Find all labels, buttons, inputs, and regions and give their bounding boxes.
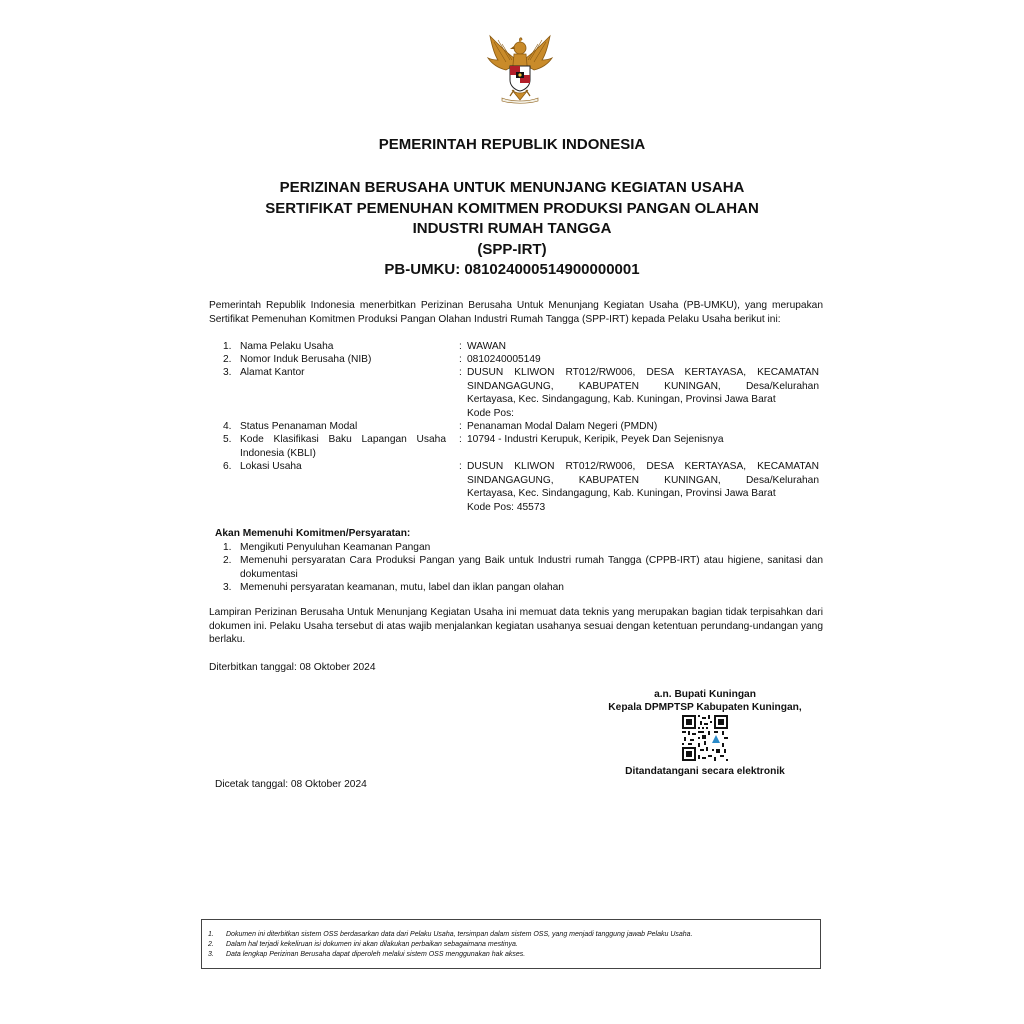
government-heading: PEMERINTAH REPUBLIK INDONESIA xyxy=(378,136,646,153)
commitment-number: 2. xyxy=(223,555,232,566)
title-line: (SPP-IRT) xyxy=(477,240,547,258)
qr-code-icon xyxy=(682,715,728,761)
address-line: DUSUN KLIWON RT012/RW006, DESA KERTAYASA, KECAMATAN xyxy=(467,461,819,472)
electronic-signature-note: Ditandatangani secara elektronik xyxy=(625,766,785,777)
address-line: SINDANGAGUNG, KABUPATEN KUNINGAN, Desa/Kelurahan xyxy=(467,474,819,486)
address-line: Kertayasa, Kec. Sindangagung, Kab. Kuningan, Provinsi Jawa Barat xyxy=(467,488,776,499)
address-line: Kertayasa, Kec. Sindangagung, Kab. Kuningan, Provinsi Jawa Barat xyxy=(467,394,776,405)
detail-value: 10794 - Industri Kerupuk, Keripik, Peyek Dan Sejenisnya xyxy=(467,434,724,445)
certificate-title xyxy=(0,178,1024,281)
footnote-text: Dalam hal terjadi kekeliruan isi dokumen ini akan dilakukan perbaikan sebagaimana mestinya. xyxy=(226,941,518,948)
detail-number: 6. xyxy=(223,461,232,472)
detail-number: 4. xyxy=(223,421,232,432)
address-line: Kode Pos: 45573 xyxy=(467,501,546,513)
footnote-number: 2. xyxy=(208,941,214,948)
detail-value: WAWAN xyxy=(467,341,507,352)
detail-number: 1. xyxy=(223,341,232,352)
footnotes-box xyxy=(201,919,821,969)
issued-date: Diterbitkan tanggal: 08 Oktober 2024 xyxy=(209,662,376,673)
commitment-text: Memenuhi persyaratan keamanan, mutu, label dan iklan pangan olahan xyxy=(240,582,564,593)
garuda-emblem-icon xyxy=(482,32,558,104)
commitment-text: Memenuhi persyaratan Cara Produksi Pangan yang Baik untuk Industri rumah Tangga (CPPB-IRT) atau higiene, sanitasi dan dokumentasi xyxy=(240,555,823,580)
detail-number: 3. xyxy=(223,367,232,378)
signatory-office: Kepala DPMPTSP Kabupaten Kuningan, xyxy=(608,702,802,713)
title-line: PERIZINAN BERUSAHA UNTUK MENUNJANG KEGIATAN USAHA xyxy=(279,179,745,196)
commitments-title: Akan Memenuhi Komitmen/Persyaratan: xyxy=(215,528,411,539)
detail-label: Lokasi Usaha xyxy=(240,461,302,472)
detail-value xyxy=(467,460,819,514)
footnote-number: 3. xyxy=(208,951,214,958)
commitment-text: Mengikuti Penyuluhan Keamanan Pangan xyxy=(240,542,431,553)
address-line: DUSUN KLIWON RT012/RW006, DESA KERTAYASA, KECAMATAN xyxy=(467,367,819,378)
address-line: Kode Pos: xyxy=(467,407,515,419)
detail-value: 0810240005149 xyxy=(467,354,541,365)
address-line: SINDANGAGUNG, KABUPATEN KUNINGAN, Desa/Kelurahan xyxy=(467,380,819,392)
footnote-item xyxy=(208,940,820,950)
intro-paragraph: Pemerintah Republik Indonesia menerbitkan Perizinan Berusaha Untuk Menunjang Kegiatan Usaha (PB-UMKU), yang merupakan Sertifikat Pemenuhan Komitmen Produksi Pangan Olahan Industri Rumah Tangga (SPP-IRT) kepada Pelaku Usaha berikut ini: xyxy=(209,300,823,325)
detail-value xyxy=(467,366,819,420)
footnote-item xyxy=(208,950,820,960)
kbli-label-line: Kode Klasifikasi Baku Lapangan Usaha xyxy=(240,434,446,445)
footnote-item xyxy=(208,930,820,940)
attachment-note: Lampiran Perizinan Berusaha Untuk Menunjang Kegiatan Usaha ini memuat data teknis yang merupakan bagian tidak terpisahkan dari dokumen ini. Pelaku Usaha tersebut di atas wajib menjalankan kegiatan usahanya sesuai dengan ketentuan perundang-undangan yang berlaku. xyxy=(209,607,823,645)
commitment-number: 3. xyxy=(223,582,232,593)
title-line: INDUSTRI RUMAH TANGGA xyxy=(412,220,612,237)
detail-label xyxy=(240,433,446,460)
commitment-number: 1. xyxy=(223,542,232,553)
kbli-label-line: Indonesia (KBLI) xyxy=(240,447,316,459)
detail-number: 5. xyxy=(223,434,232,445)
printed-date: Dicetak tanggal: 08 Oktober 2024 xyxy=(215,779,367,790)
detail-value: Penanaman Modal Dalam Negeri (PMDN) xyxy=(467,421,658,432)
detail-number: 2. xyxy=(223,354,232,365)
title-line: SERTIFIKAT PEMENUHAN KOMITMEN PRODUKSI PANGAN OLAHAN xyxy=(265,199,759,217)
footnote-number: 1. xyxy=(208,931,214,938)
detail-label: Nomor Induk Berusaha (NIB) xyxy=(240,354,372,365)
detail-label: Nama Pelaku Usaha xyxy=(240,341,334,352)
footnote-text: Dokumen ini diterbitkan sistem OSS berdasarkan data dari Pelaku Usaha, tersimpan dalam sistem OSS, yang menjadi tanggung jawab Pelaku Usaha. xyxy=(226,931,693,938)
detail-label: Status Penanaman Modal xyxy=(240,421,358,432)
detail-label: Alamat Kantor xyxy=(240,367,305,378)
pbumku-number: PB-UMKU: 081024000514900000001 xyxy=(384,261,640,278)
signatory-title: a.n. Bupati Kuningan xyxy=(654,689,756,700)
footnote-text: Data lengkap Perizinan Berusaha dapat diperoleh melalui sistem OSS menggunakan hak akses. xyxy=(226,951,526,958)
